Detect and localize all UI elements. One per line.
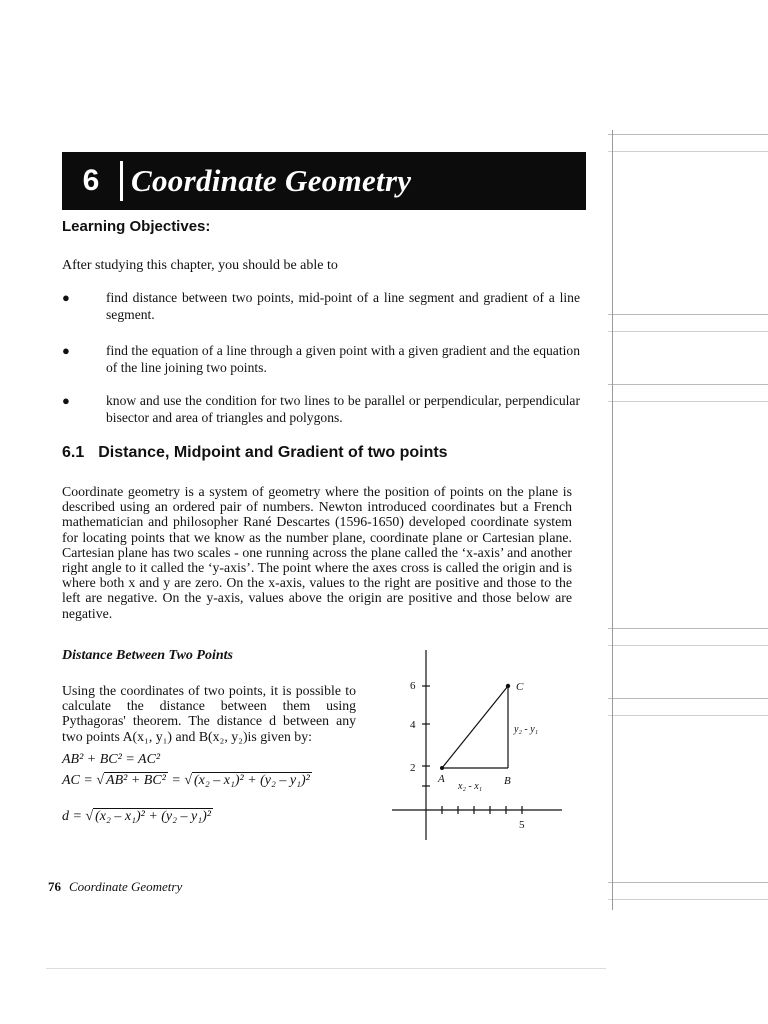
point-b-label: B [504, 775, 511, 787]
horizontal-diff-label: x₂ - x₁ [458, 781, 483, 792]
point-c-label: C [516, 681, 524, 693]
scan-strip [608, 882, 768, 900]
y-tick-label: 6 [410, 680, 416, 692]
scan-strip [608, 134, 768, 152]
scan-strip [608, 384, 768, 402]
objective-text: find the equation of a line through a given point with a given gradient and the equation of the line joining two points. [106, 343, 580, 375]
sqrt-icon: √ [96, 773, 105, 788]
objective-text: know and use the condition for two lines to be parallel or perpendicular, perpendicular bisector and area of triangles and polygons. [106, 393, 580, 425]
point-a-label: A [438, 773, 445, 785]
coordinate-graph [392, 650, 572, 850]
section-number: 6.1 [62, 444, 85, 461]
chapter-number: 6 [82, 164, 100, 197]
vertical-diff-label: y₂ - y₁ [514, 724, 539, 735]
footer-title: Coordinate Geometry [69, 879, 183, 894]
formula-ac-eq: = [167, 773, 185, 788]
sqrt-icon: √ [85, 809, 94, 824]
page-number: 76 [48, 879, 61, 894]
objective-item [62, 289, 582, 325]
formula-ac [62, 772, 312, 789]
chapter-title: Coordinate Geometry [131, 163, 412, 198]
objectives-intro: After studying this chapter, you should be able to [62, 258, 338, 273]
chapter-separator [120, 161, 123, 201]
scan-strip [608, 628, 768, 646]
point-a-marker [440, 766, 444, 770]
page-footer [48, 879, 182, 895]
formula-ac-root2: (x₂ – x₁)² + (y₂ – y₁)² [194, 773, 310, 788]
y-tick-label: 4 [410, 719, 416, 731]
distance-paragraph: Using the coordinates of two points, it is possible to calculate the distance between them using Pythagoras' theorem. The distance d between any two points A(x₁, y₁) and B(x₂, y₂)is given by: [62, 683, 356, 744]
bullet-icon: ● [62, 343, 70, 358]
formula-distance [62, 808, 213, 825]
objective-item [62, 342, 582, 378]
x-tick-label: 5 [519, 819, 525, 831]
objectives-heading: Learning Objectives: [62, 218, 211, 235]
formula-ac-root1: AB² + BC² [106, 773, 166, 788]
scan-edge [612, 130, 613, 910]
section-paragraph: Coordinate geometry is a system of geometry where the position of points on the plane is described using an ordered pair of numbers. Newton introduced coordinates but a French mathematician and philosopher Rané Descartes (1596-1650) developed coordinate system for locating points that we know as the number plane, coordinate plane or Cartesian plane. Cartesian plane has two scales - one running across the plane called the ‘x-axis’ and another right angle to it called the ‘y-axis’. The point where the axes cross is called the origin and is where both x and y are zero. On the x-axis, values to the right are positive and those to the left are negative. On the y-axis, values above the origin are positive and those below are negative. [62, 484, 572, 621]
bottom-rule [46, 968, 606, 969]
scan-strip [608, 698, 768, 716]
bullet-icon: ● [62, 393, 70, 408]
bullet-icon: ● [62, 290, 70, 305]
sqrt-icon: √ [184, 773, 193, 788]
section-title: Distance, Midpoint and Gradient of two points [98, 444, 448, 461]
formula-d-lhs: d = [62, 809, 86, 824]
section-heading [62, 444, 448, 462]
point-c-marker [506, 684, 510, 688]
y-tick-label: 2 [410, 762, 416, 774]
distance-heading: Distance Between Two Points [62, 648, 233, 663]
formula-d-root: (x₂ – x₁)² + (y₂ – y₁)² [95, 809, 211, 824]
objective-item [62, 392, 582, 428]
objective-text: find distance between two points, mid-point of a line segment and gradient of a line segment. [106, 290, 580, 322]
scan-strip [608, 314, 768, 332]
triangle-hypotenuse [442, 686, 508, 768]
chapter-banner [62, 152, 586, 210]
formula-pythagoras: AB² + BC² = AC² [62, 752, 161, 767]
formula-ac-lhs: AC = [62, 773, 97, 788]
